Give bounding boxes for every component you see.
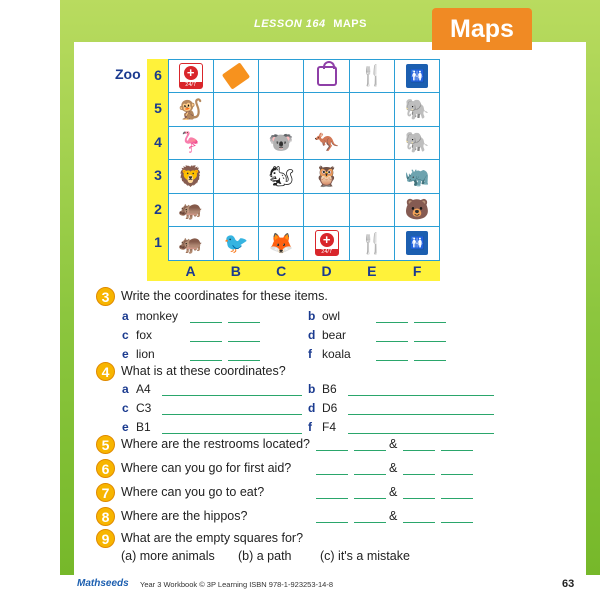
question-3-item: [122, 347, 155, 361]
map-cell-D6: [303, 59, 349, 94]
question-4-item: [308, 382, 337, 396]
answer-line[interactable]: [162, 433, 302, 434]
item-label: monkey: [136, 309, 179, 323]
map-cell-C1: [258, 226, 304, 261]
question-4-prompt: What is at these coordinates?: [121, 364, 286, 378]
question-5-prompt: Where are the restrooms located?: [121, 437, 310, 451]
owl-icon: 🦉: [314, 165, 340, 188]
restroom-icon: 🚻: [399, 63, 435, 89]
map-cell-F5: [394, 92, 440, 127]
map-cell-B1: [213, 226, 259, 261]
question-4-number: 4: [96, 362, 115, 381]
hippo-icon: 🦛: [178, 199, 204, 222]
question-8-prompt: Where are the hippos?: [121, 509, 248, 523]
row-label-5: 5: [154, 100, 162, 117]
lesson-topic: MAPS: [333, 18, 367, 30]
answer-line[interactable]: [162, 414, 302, 415]
map-cell-A1: [168, 226, 214, 261]
answer-line[interactable]: [403, 498, 435, 499]
section-tab: Maps: [432, 8, 532, 50]
map-cell-F4: [394, 126, 440, 161]
map-cell-E6: [349, 59, 395, 94]
map-cell-D3: [303, 159, 349, 194]
map-cell-B3: [213, 159, 259, 194]
map-cell-B4: [213, 126, 259, 161]
zoo-map-grid: [168, 59, 440, 260]
row-label-3: 3: [154, 167, 162, 184]
toucan-icon: 🐦: [223, 232, 249, 255]
question-9-option-c: (c) it's a mistake: [320, 549, 410, 563]
item-label: fox: [136, 328, 153, 342]
item-label: B6: [322, 382, 337, 396]
item-letter: f: [308, 347, 312, 361]
answer-line[interactable]: [354, 474, 386, 475]
col-label-D: D: [321, 263, 332, 279]
answer-line[interactable]: [316, 498, 348, 499]
map-cell-F1: [394, 226, 440, 261]
map-cell-B6: [213, 59, 259, 94]
squirrel-icon: 🐿: [268, 165, 294, 188]
map-cell-A6: [168, 59, 214, 94]
ampersand: &: [389, 437, 398, 451]
map-cell-D2: [303, 193, 349, 228]
item-label: bear: [322, 328, 347, 342]
question-8-number: 8: [96, 507, 115, 526]
map-cell-E5: [349, 92, 395, 127]
rhino-icon: 🦏: [404, 165, 430, 188]
map-cell-D5: [303, 92, 349, 127]
item-letter: b: [308, 309, 316, 323]
map-cell-C2: [258, 193, 304, 228]
answer-line[interactable]: [190, 341, 222, 342]
answer-line[interactable]: [316, 474, 348, 475]
item-letter: f: [308, 420, 312, 434]
question-9-number: 9: [96, 529, 115, 548]
ampersand: &: [389, 485, 398, 499]
answer-line[interactable]: [441, 522, 473, 523]
question-4-item: [122, 401, 151, 415]
item-label: B1: [136, 420, 151, 434]
map-cell-C6: [258, 59, 304, 94]
map-cell-A2: [168, 193, 214, 228]
fox-icon: 🦊: [268, 232, 294, 255]
answer-line[interactable]: [348, 414, 494, 415]
item-letter: e: [122, 420, 129, 434]
row-label-1: 1: [154, 234, 162, 251]
answer-line[interactable]: [316, 450, 348, 451]
question-3-item: [122, 328, 152, 342]
item-label: owl: [322, 309, 341, 323]
col-label-E: E: [367, 263, 377, 279]
item-letter: d: [308, 401, 316, 415]
question-4-item: [122, 420, 151, 434]
ampersand: &: [389, 461, 398, 475]
col-label-B: B: [230, 263, 241, 279]
answer-line[interactable]: [228, 360, 260, 361]
map-cell-D1: [303, 226, 349, 261]
question-5-number: 5: [96, 435, 115, 454]
answer-line[interactable]: [376, 360, 408, 361]
map-cell-A5: [168, 92, 214, 127]
map-cell-E2: [349, 193, 395, 228]
map-cell-F6: [394, 59, 440, 94]
answer-line[interactable]: [414, 341, 446, 342]
answer-line[interactable]: [414, 322, 446, 323]
answer-line[interactable]: [441, 474, 473, 475]
hippo-icon: 🦛: [178, 232, 204, 255]
map-cell-E1: [349, 226, 395, 261]
col-label-A: A: [185, 263, 196, 279]
item-letter: c: [122, 401, 129, 415]
map-cell-D4: [303, 126, 349, 161]
answer-line[interactable]: [376, 322, 408, 323]
map-cell-A3: [168, 159, 214, 194]
publisher-logo: Mathseeds: [77, 578, 129, 589]
item-letter: a: [122, 309, 129, 323]
elephant-icon: 🐘: [404, 98, 430, 121]
item-letter: c: [122, 328, 129, 342]
ticket-icon: [218, 63, 254, 89]
answer-line[interactable]: [403, 522, 435, 523]
item-label: F4: [322, 420, 337, 434]
answer-line[interactable]: [354, 450, 386, 451]
answer-line[interactable]: [190, 322, 222, 323]
question-3-item: [308, 347, 351, 361]
lion-icon: 🦁: [178, 165, 204, 188]
item-letter: d: [308, 328, 316, 342]
question-3-number: 3: [96, 287, 115, 306]
food-icon: 🍴: [359, 65, 385, 88]
question-3-item: [308, 328, 346, 342]
flamingo-icon: 🦩: [178, 132, 204, 155]
lesson-label: LESSON 164: [254, 18, 326, 30]
map-cell-F3: [394, 159, 440, 194]
answer-line[interactable]: [403, 474, 435, 475]
monkey-icon: 🐒: [178, 98, 204, 121]
question-3-item: [308, 309, 340, 323]
answer-line[interactable]: [441, 498, 473, 499]
map-cell-A4: [168, 126, 214, 161]
ampersand: &: [389, 509, 398, 523]
question-4-item: [122, 382, 151, 396]
answer-line[interactable]: [414, 360, 446, 361]
footer-credit: Year 3 Workbook © 3P Learning ISBN 978-1-923253-14-8: [140, 580, 334, 589]
item-label: C3: [136, 401, 152, 415]
question-6-number: 6: [96, 459, 115, 478]
item-letter: e: [122, 347, 129, 361]
question-9-option-a: (a) more animals: [121, 549, 215, 563]
answer-line[interactable]: [403, 450, 435, 451]
question-7-number: 7: [96, 483, 115, 502]
map-title: Zoo: [115, 66, 141, 82]
col-label-C: C: [276, 263, 287, 279]
item-label: koala: [322, 347, 351, 361]
map-cell-B5: [213, 92, 259, 127]
item-label: D6: [322, 401, 338, 415]
shopping-bag-icon: [309, 63, 345, 89]
page-number: 63: [562, 578, 575, 590]
answer-line[interactable]: [162, 395, 302, 396]
answer-line[interactable]: [316, 522, 348, 523]
food-icon: 🍴: [359, 232, 385, 255]
restroom-icon: 🚻: [399, 230, 435, 256]
lesson-header: [254, 18, 367, 30]
kangaroo-icon: 🦘: [314, 132, 340, 155]
map-cell-F2: [394, 193, 440, 228]
answer-line[interactable]: [441, 450, 473, 451]
question-9-option-b: (b) a path: [238, 549, 292, 563]
row-label-2: 2: [154, 200, 162, 217]
answer-line[interactable]: [376, 341, 408, 342]
map-cell-B2: [213, 193, 259, 228]
first-aid-icon: + 24/7: [309, 230, 345, 256]
answer-line[interactable]: [228, 322, 260, 323]
answer-line[interactable]: [348, 395, 494, 396]
item-letter: b: [308, 382, 316, 396]
answer-line[interactable]: [354, 522, 386, 523]
koala-icon: 🐨: [268, 132, 294, 155]
map-cell-E3: [349, 159, 395, 194]
question-6-prompt: Where can you go for first aid?: [121, 461, 292, 475]
question-9-prompt: What are the empty squares for?: [121, 531, 304, 545]
answer-line[interactable]: [228, 341, 260, 342]
elephant-icon: 🐘: [404, 132, 430, 155]
question-4-item: [308, 420, 336, 434]
item-letter: a: [122, 382, 129, 396]
map-cell-C4: [258, 126, 304, 161]
question-7-prompt: Where can you go to eat?: [121, 485, 265, 499]
first-aid-icon: + 24/7: [173, 63, 209, 89]
map-cell-E4: [349, 126, 395, 161]
row-label-4: 4: [154, 133, 162, 150]
question-3-item: [122, 309, 178, 323]
map-cell-C5: [258, 92, 304, 127]
answer-line[interactable]: [354, 498, 386, 499]
question-3-prompt: Write the coordinates for these items.: [121, 289, 328, 303]
col-label-F: F: [412, 263, 422, 279]
answer-line[interactable]: [190, 360, 222, 361]
question-4-item: [308, 401, 337, 415]
item-label: lion: [136, 347, 155, 361]
row-label-6: 6: [154, 66, 162, 83]
item-label: A4: [136, 382, 151, 396]
map-cell-C3: [258, 159, 304, 194]
answer-line[interactable]: [348, 433, 494, 434]
bear-icon: 🐻: [404, 199, 430, 222]
